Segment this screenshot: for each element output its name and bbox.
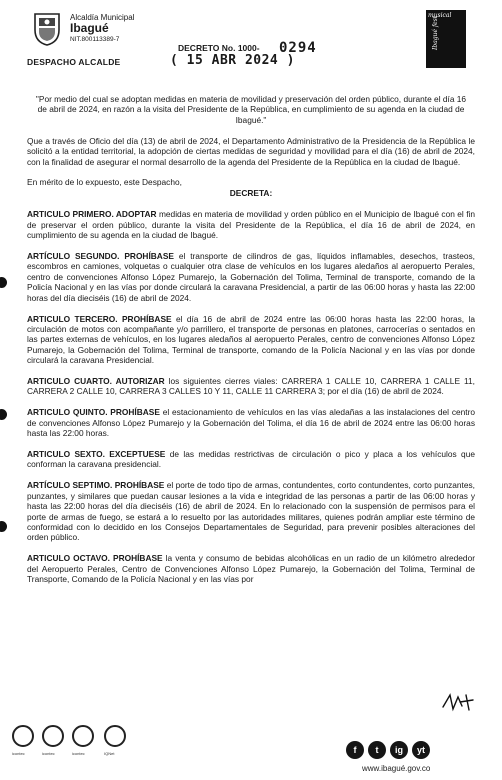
article-4: [27, 376, 475, 397]
article-3: [27, 314, 475, 366]
article-text: el transporte de cilindros de gas, líquidos inflamables, desechos, trasteos, escombros en camiones, volquetas o cualquier otra clase de vehículos en los lugares aledaños al aeropuerto Perales, centro de convenciones Alfonso López Pumarejo, la Gobernación del Tolima, Terminal de transporte, comando de la Policía Nacional y en las vías por donde circulará la caravana Presidencial, a partir de las 06:00 horas y hasta las 22:00 horas del día dieciséis (16) de abril de 2024.: [27, 250, 475, 303]
article-6: [27, 449, 475, 470]
document-body: [27, 94, 475, 595]
punch-hole: [0, 277, 7, 288]
cert-label: icontec: [42, 751, 55, 756]
brand-side: Ibagué fest: [432, 15, 439, 50]
decree-summary: "Por medio del cual se adoptan medidas en materia de movilidad y preservación del orden público, durante el día 16 de abril de 2024, en razón a la visita del Presidente de la República, en cumplimiento de su agenda en la ciudad de Ibagué.": [35, 94, 467, 125]
icontec-cert-icon: [42, 725, 64, 747]
article-7: [27, 480, 475, 542]
icontec-cert-icon: [72, 725, 94, 747]
article-heading: ARTICULO CUARTO. AUTORIZAR: [27, 376, 165, 387]
article-heading: ARTICULO TERCERO. PROHÍBASE: [27, 313, 172, 324]
facebook-icon[interactable]: f: [346, 741, 364, 759]
cert-label: icontec: [72, 751, 85, 756]
youtube-icon[interactable]: yt: [412, 741, 430, 759]
office-name: DESPACHO ALCALDE: [27, 57, 121, 67]
entity-line2: Ibagué: [70, 21, 109, 36]
article-text: los siguientes cierres viales: CARRERA 1 CALLE 10, CARRERA 1 CALLE 11, CARRERA 2 CALLE 10, CARRERA 3 CALLES 10 Y 11, CALLE 11 CARRERA 3; por el día (16) de abril de 2024.: [27, 376, 475, 397]
article-heading: ARTÍCULO SEPTIMO. PROHÍBASE: [27, 480, 165, 491]
entity-nit: NIT.800113389-7: [70, 35, 120, 43]
article-5: [27, 407, 475, 438]
decreta-heading: DECRETA:: [229, 188, 273, 199]
article-text: medidas en materia de movilidad y orden público en el Municipio de Ibagué con el fin de preservar el orden público, durante la visita del Presidente de la República, el día 16 de abril de 2024, en cumplimiento de su agenda en la ciudad de Ibagué.: [27, 209, 476, 241]
article-text: el día 16 de abril de 2024 entre las 06:00 horas hasta las 22:00 horas, la circulación de motos con acompañante y/o parrillero, el transporte de personas en platones, carrocerías o sentados en las partes externas de vehículos, en los lugares aledaños al aeropuerto Perales, centro de convenciones Alfonso López Pumarejo, la Gobernación del Tolima, Terminal de transporte, comando de la Policía Nacional y en las vías por donde circulará la caravana Presidencial.: [27, 313, 475, 366]
considerando-paragraph: Que a través de Oficio del día (13) de abril de 2024, el Departamento Administrativo de la Presidencia de la República le solicitó a la entidad territorial, la adopción de ciertas medidas de seguridad y movilidad para el día (16) de abril de 2024, con la finalidad de asegurar el normal desarrollo de la agenda del Presidente de la República en la ciudad de Ibagué.: [27, 135, 475, 167]
entity-line1: Alcaldía Municipal: [70, 13, 135, 22]
instagram-icon[interactable]: ig: [390, 741, 408, 759]
brand-logo: [426, 10, 466, 68]
website-link[interactable]: www.ibagué.gov.co: [362, 764, 431, 773]
merit-line: En mérito de lo expuesto, este Despacho,: [27, 177, 182, 188]
cert-label: icontec: [12, 751, 25, 756]
entity-name: [70, 14, 134, 44]
article-heading: ARTÍCULO SEGUNDO. PROHÍBASE: [27, 250, 174, 261]
icontec-cert-icon: [12, 725, 34, 747]
article-heading: ARTICULO SEXTO. EXCEPTUESE: [27, 449, 166, 460]
article-8: [27, 553, 475, 584]
signature-initials: [440, 691, 476, 713]
decreto-date: ( 15 ABR 2024 ): [170, 53, 295, 68]
coat-of-arms-icon: [33, 12, 61, 46]
article-heading: ARTICULO OCTAVO. PROHÍBASE: [27, 553, 163, 564]
punch-hole: [0, 409, 7, 420]
twitter-icon[interactable]: t: [368, 741, 386, 759]
article-heading: ARTICULO PRIMERO. ADOPTAR: [27, 209, 157, 220]
article-1: [27, 209, 475, 240]
punch-hole: [0, 521, 7, 532]
document-header: [0, 0, 502, 80]
decreto-number: 0294: [279, 40, 317, 56]
iqnet-cert-icon: [104, 725, 126, 747]
article-text: la venta y consumo de bebidas alcohólicas en un radio de un kilómetro alrededor del Aeropuerto Perales, Centro de Convenciones Alfonso López Pumarejo, la Gobernación del Tolima, Terminal de Transporte, Comando de la Policía Nacional y en las vías por: [27, 553, 475, 585]
article-heading: ARTICULO QUINTO. PROHÍBASE: [27, 407, 160, 418]
article-text: de las medidas restrictivas de circulación o pico y placa a los vehículos que conforman la caravana presidencial.: [27, 449, 475, 470]
article-text: el porte de todo tipo de armas, contundentes, corto contundentes, corto punzantes, punzantes, y similares que puedan causar lesiones a la vida e integridad de las personas a partir de las 06:00 horas y hasta las 22:00 horas del día dieciséis (16) de abril de 2024. En lo relacionado con la suspensión de permisos para el porte de armas de fuego, se estará a lo resuelto por las autoridades militares, quienes podrán ampliar este término de conformidad con lo decidido en los Consejos Departamentales de Seguridad, para prevenir posibles alteraciones del orden público.: [27, 480, 475, 543]
brand-top: musical: [428, 12, 452, 19]
decreto-label: DECRETO No. 1000-: [178, 43, 260, 53]
article-text: el estacionamiento de vehículos en las vías aledañas a las instalaciones del centro de convenciones Alfonso López Pumarejo y la Gobernación del Tolima, el día 16 de abril de 2024 entre las 06:00 horas hasta las 22:00 horas.: [27, 407, 476, 439]
cert-label: IQNet: [104, 751, 115, 756]
article-2: [27, 251, 475, 303]
